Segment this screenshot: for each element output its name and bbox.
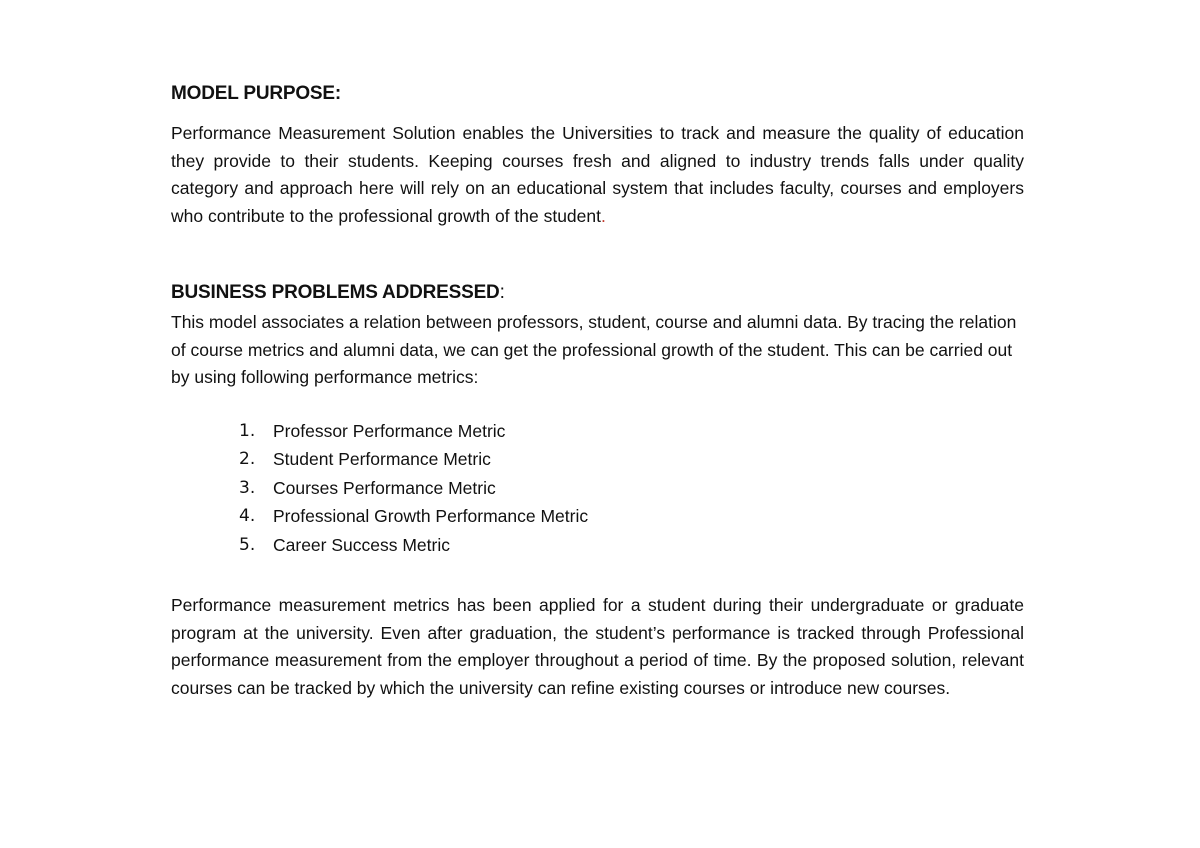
list-item-number: 1. [239,420,256,441]
list-item-label: Career Success Metric [273,534,450,555]
list-item-label: Professor Performance Metric [273,420,506,441]
model-purpose-paragraph [171,120,1024,230]
list-item-number: 2. [239,449,256,470]
model-purpose-text: Performance Measurement Solution enables the Universities to track and measure the quality of education they provide to their students. Keeping courses fresh and aligned to industry trends falls under quality category and approach here will rely on an educational system that includes faculty, courses and employers who contribute to the professional growth of the student [171,123,1024,226]
list-item [239,417,1024,446]
list-item-label: Student Performance Metric [273,449,491,470]
business-problems-heading [171,277,1024,309]
list-item [239,531,1024,560]
list-item [239,502,1024,531]
list-item [239,474,1024,503]
list-item-label: Professional Growth Performance Metric [273,506,589,527]
list-item [239,445,1024,474]
metrics-list [171,417,1024,560]
document-page [171,78,1024,702]
list-item-label: Courses Performance Metric [273,477,496,498]
list-item-number: 5. [239,534,256,555]
business-problems-intro: This model associates a relation between professors, student, course and alumni data. By tracing the relation of course metrics and alumni data, we can get the professional growth of the student. This can be carried out by using following performance metrics: [171,312,1017,387]
list-item-number: 3. [239,477,256,498]
business-problems-heading-colon: : [499,282,505,303]
business-problems-heading-text: BUSINESS PROBLEMS ADDRESSED [171,282,500,303]
model-purpose-heading-text: MODEL PURPOSE: [171,83,341,104]
model-purpose-period: . [601,205,606,226]
model-purpose-heading [171,78,1024,110]
closing-paragraph: Performance measurement metrics has been applied for a student during their undergraduate or graduate program at the university. Even after graduation, the student’s performance is tracked through Professional performance measurement from the employer throughout a period of time. By the proposed solution, relevant courses can be tracked by which the university can refine existing courses or introduce new courses. [171,595,1024,698]
list-item-number: 4. [239,506,256,527]
